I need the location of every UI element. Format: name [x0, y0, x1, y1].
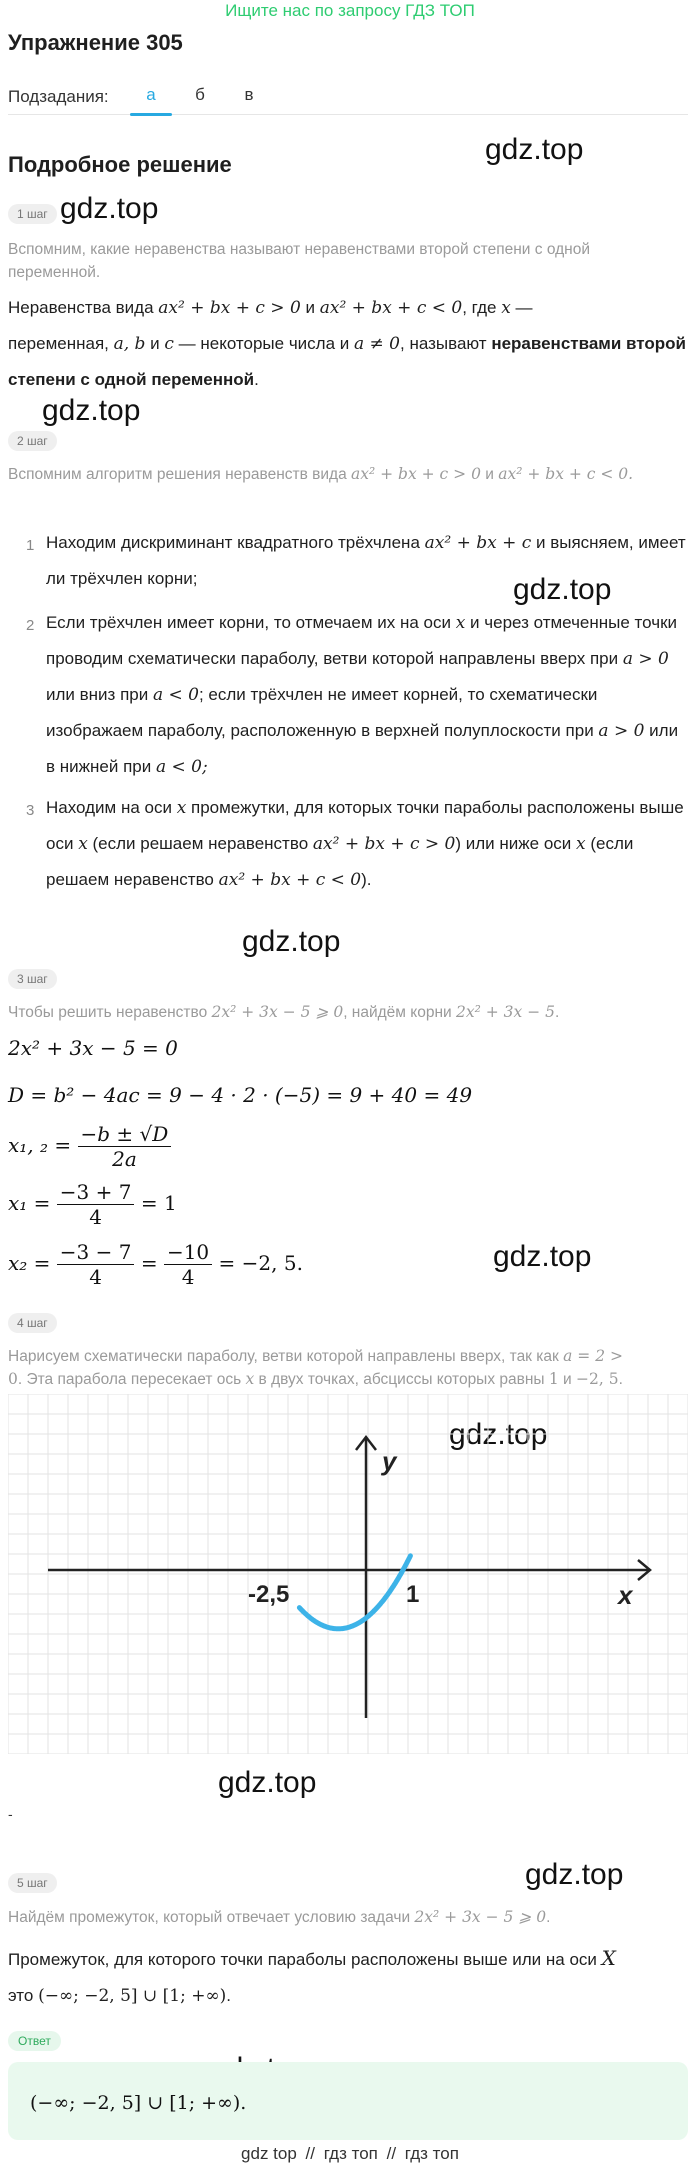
list-number: 2	[26, 617, 35, 634]
watermark: gdz.top	[242, 925, 341, 958]
root-left-label: -2,5	[248, 1581, 290, 1608]
active-tab-indicator	[130, 113, 172, 116]
root-x1: x₁ = $\frac{-3 + 7}{4}$ = 1	[8, 1180, 177, 1229]
watermark: gdz.top	[485, 133, 584, 166]
list-item: Находим на оси x промежутки, для которых точки параболы расположены выше оси x (если решаем неравенство ax² + bx + c > 0) или ниже оси x (если решаем неравенство ax² + bx + c < 0).	[46, 798, 684, 890]
footer-link[interactable]: gdz top	[241, 2144, 297, 2163]
list-number: 3	[26, 802, 35, 819]
watermark: gdz.top	[493, 1240, 592, 1273]
list-item: Если трёхчлен имеет корни, то отмечаем их на оси x и через отмеченные точки проводим схематически параболу, ветви которой направлены вверх при a > 0 или вниз при a < 0; если трёхчлен не имеет корней, то схематически изображаем параболу, расположенную в верхней полуплоскости при a > 0 или в нижней при a < 0;	[46, 613, 679, 777]
step-hint: Нарисуем схематически параболу, ветви которой направлены вверх, так как a = 2 > 0. Эта парабола пересекает ось x в двух точках, абсциссы которых равны 1 и −2, 5.	[8, 1347, 623, 1388]
step-badge: 4 шаг	[8, 1313, 57, 1333]
watermark: gdz.top	[218, 1766, 317, 1799]
tab-b[interactable]: б	[195, 85, 205, 104]
footer-links	[0, 2141, 700, 2166]
x-axis-label: x	[618, 1580, 633, 1610]
step-hint: Найдём промежуток, который отвечает условию задачи 2x² + 3x − 5 ⩾ 0.	[8, 1908, 551, 1926]
dash: -	[8, 1806, 13, 1822]
watermark: gdz.top	[513, 573, 612, 606]
discriminant: D = b² − 4ac = 9 − 4 · 2 · (−5) = 9 + 40 = 49	[8, 1083, 473, 1107]
subtasks-label: Подзадания:	[8, 87, 109, 106]
roots-formula: x₁, ₂ = $\frac{-b \pm √D}{2a}$	[8, 1122, 171, 1171]
step-badge: 2 шаг	[8, 431, 57, 451]
watermark: gdz.top	[449, 1418, 548, 1451]
equation: 2x² + 3x − 5 = 0	[8, 1036, 178, 1060]
watermark: gdz.top	[525, 1858, 624, 1891]
tabs-divider	[8, 114, 688, 115]
footer-separator: //	[386, 2144, 397, 2163]
root-right-label: 1	[406, 1581, 420, 1608]
tab-a[interactable]: а	[146, 85, 156, 104]
step-badge: 5 шаг	[8, 1873, 57, 1893]
footer-link[interactable]: гдз топ	[323, 2144, 378, 2163]
watermark: gdz.top	[42, 394, 141, 427]
step-badge: 1 шаг	[8, 204, 57, 224]
watermark: gdz.top	[60, 192, 159, 225]
y-axis-label: y	[382, 1446, 397, 1476]
step-text: Промежуток, для которого точки параболы расположены выше или на оси X это (−∞; −2, 5] ∪ [1; +∞).	[8, 1946, 616, 2006]
parabola-graph	[8, 1394, 688, 1754]
section-title: Подробное решение	[8, 152, 232, 177]
list-item: Находим дискриминант квадратного трёхчлена ax² + bx + c и выясняем, имеет ли трёхчлен корни;	[46, 533, 686, 588]
root-x2: x₂ = $\frac{-3 - 7}{4}$ = $\frac{-10}{4}$ = −2, 5.	[8, 1240, 303, 1289]
step-text: Неравенства вида ax² + bx + c > 0 и ax² + bx + c < 0, где x — переменная, a, b и c — некоторые числа и a ≠ 0, называют неравенствами второй степени с одной переменной.	[8, 298, 686, 389]
step-hint: Чтобы решить неравенство 2x² + 3x − 5 ⩾ 0, найдём корни 2x² + 3x − 5.	[8, 1003, 560, 1021]
tab-v[interactable]: в	[244, 85, 254, 104]
parabola-curve	[299, 1556, 410, 1629]
top-search-link[interactable]: Ищите нас по запросу ГДЗ ТОП	[225, 1, 475, 20]
answer-value: (−∞; −2, 5] ∪ [1; +∞).	[30, 2092, 247, 2114]
step-badge: 3 шаг	[8, 969, 57, 989]
footer-link[interactable]: гдз топ	[404, 2144, 459, 2163]
answer-badge: Ответ	[8, 2031, 61, 2051]
graph-grid	[8, 1394, 688, 1754]
page-title: Упражнение 305	[8, 30, 183, 55]
step-hint: Вспомним, какие неравенства называют неравенствами второй степени с одной переменной.	[8, 241, 590, 281]
list-number: 1	[26, 537, 35, 554]
footer-separator: //	[305, 2144, 315, 2163]
step-hint: Вспомним алгоритм решения неравенств вида ax² + bx + c > 0 и ax² + bx + c < 0.	[8, 465, 634, 483]
